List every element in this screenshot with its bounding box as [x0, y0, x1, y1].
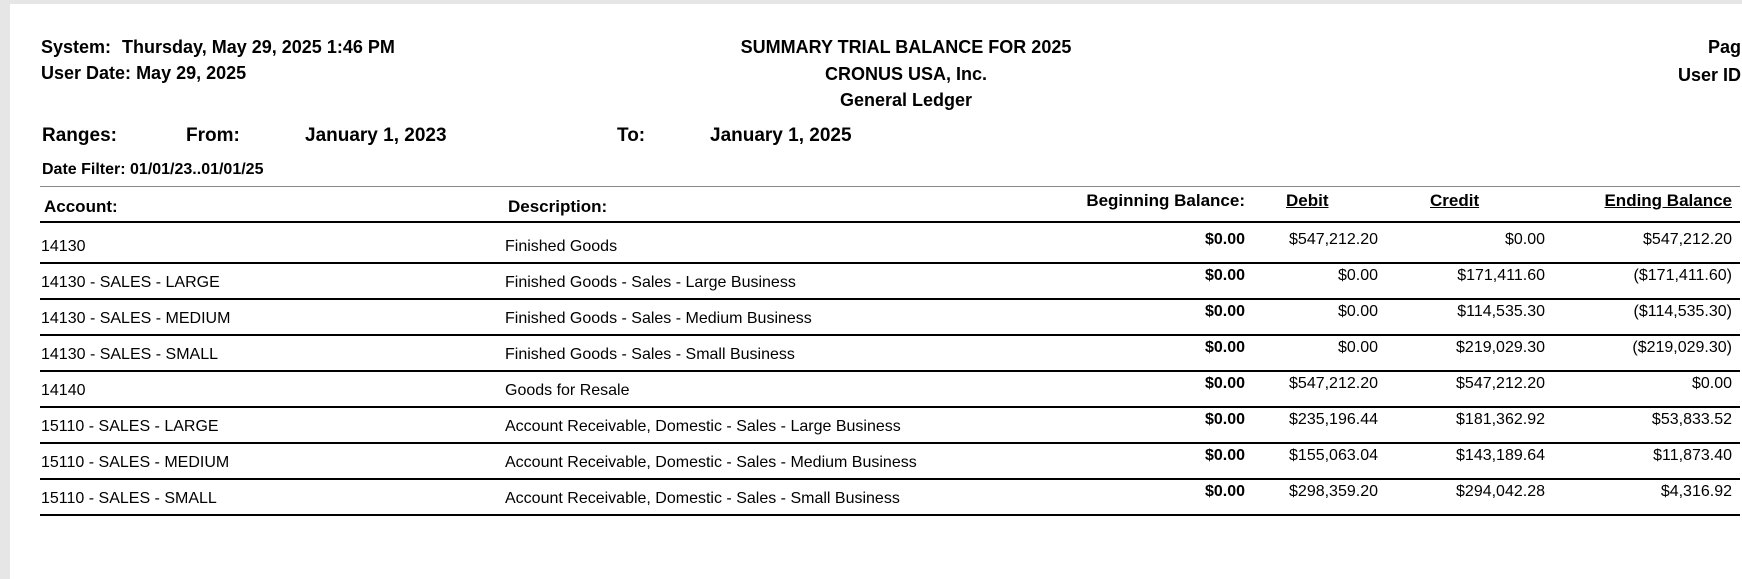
row-credit: $143,189.64: [1456, 447, 1545, 464]
row-ending-balance: $0.00: [1691, 375, 1732, 392]
row-ending-balance: ($114,535.30): [1633, 303, 1732, 320]
row-beginning-balance: $0.00: [1204, 447, 1245, 464]
row-description: Account Receivable, Domestic - Sales - Medium Business: [505, 454, 917, 471]
system-line: [41, 37, 395, 58]
row-description: Account Receivable, Domestic - Sales - Large Business: [505, 418, 901, 435]
col-credit: Credit: [1430, 191, 1480, 210]
report-page: [10, 4, 1742, 579]
col-ending-balance: Ending Balance: [1604, 191, 1732, 210]
from-value: January 1, 2023: [305, 125, 447, 146]
col-beginning-balance: Beginning Balance:: [1086, 191, 1245, 210]
company-name: CRONUS USA, Inc.: [824, 64, 988, 84]
row-ending-balance: ($219,029.30): [1632, 339, 1732, 356]
system-value: Thursday, May 29, 2025 1:46 PM: [122, 37, 395, 57]
date-filter: Date Filter: 01/01/23..01/01/25: [42, 161, 264, 178]
ledger-name: General Ledger: [839, 90, 973, 110]
row-credit: $114,535.30: [1457, 303, 1545, 320]
from-label: From:: [186, 125, 240, 146]
table-row: [10, 475, 1742, 515]
row-description: Finished Goods: [505, 238, 618, 255]
row-account: 15110 - SALES - SMALL: [41, 490, 217, 507]
row-debit: $0.00: [1337, 339, 1378, 356]
col-debit: Debit: [1286, 191, 1329, 210]
row-account: 15110 - SALES - MEDIUM: [41, 454, 230, 471]
page-label: Pag: [1708, 37, 1742, 57]
row-ending-balance: $11,873.40: [1653, 447, 1732, 464]
row-beginning-balance: $0.00: [1204, 231, 1245, 248]
row-beginning-balance: $0.00: [1204, 375, 1245, 392]
row-credit: $219,029.30: [1456, 339, 1545, 356]
row-account: 14130: [41, 238, 86, 255]
row-ending-balance: $53,833.52: [1651, 411, 1732, 428]
table-row: [10, 259, 1742, 299]
to-value: January 1, 2025: [710, 125, 852, 146]
col-account: Account:: [44, 197, 118, 216]
row-description: Account Receivable, Domestic - Sales - Small Business: [505, 490, 900, 507]
row-credit: $181,362.92: [1456, 411, 1545, 428]
table-row: [10, 223, 1742, 263]
user-id-label: User ID: [1678, 65, 1742, 85]
row-account: 14130 - SALES - SMALL: [41, 346, 218, 363]
row-beginning-balance: $0.00: [1204, 339, 1245, 356]
row-beginning-balance: $0.00: [1204, 483, 1245, 500]
row-debit: $155,063.04: [1289, 447, 1378, 464]
row-beginning-balance: $0.00: [1204, 267, 1245, 284]
row-ending-balance: ($171,411.60): [1633, 267, 1732, 284]
row-account: 14140: [41, 382, 86, 399]
row-account: 14130 - SALES - LARGE: [41, 274, 220, 291]
row-debit: $298,359.20: [1289, 483, 1378, 500]
row-debit: $0.00: [1337, 267, 1378, 284]
row-ending-balance: $547,212.20: [1643, 231, 1732, 248]
row-beginning-balance: $0.00: [1204, 411, 1245, 428]
row-description: Finished Goods - Sales - Small Business: [505, 346, 795, 363]
row-debit: $235,196.44: [1289, 411, 1378, 428]
row-debit: $547,212.20: [1289, 231, 1378, 248]
row-credit: $171,411.60: [1457, 267, 1545, 284]
table-row: [10, 367, 1742, 407]
row-rule: [40, 514, 1740, 516]
row-debit: $0.00: [1337, 303, 1378, 320]
row-account: 14130 - SALES - MEDIUM: [41, 310, 231, 327]
header-top-rule: [40, 186, 1740, 187]
user-date-label: User Date:: [41, 63, 132, 83]
table-row: [10, 331, 1742, 371]
row-description: Finished Goods - Sales - Medium Business: [505, 310, 812, 327]
row-ending-balance: $4,316.92: [1660, 483, 1732, 500]
user-date-value: May 29, 2025: [136, 63, 247, 83]
ranges-label: Ranges:: [42, 125, 117, 146]
row-debit: $547,212.20: [1289, 375, 1378, 392]
row-description: Finished Goods - Sales - Large Business: [505, 274, 796, 291]
row-beginning-balance: $0.00: [1204, 303, 1245, 320]
table-row: [10, 403, 1742, 443]
user-date-line: [41, 63, 246, 84]
table-row: [10, 439, 1742, 479]
row-description: Goods for Resale: [505, 382, 630, 399]
row-credit: $547,212.20: [1456, 375, 1545, 392]
row-credit: $294,042.28: [1456, 483, 1545, 500]
report-title: SUMMARY TRIAL BALANCE FOR 2025: [740, 37, 1072, 57]
col-description: Description:: [508, 197, 608, 216]
row-account: 15110 - SALES - LARGE: [41, 418, 219, 435]
table-row: [10, 295, 1742, 335]
to-label: To:: [617, 125, 646, 146]
row-credit: $0.00: [1504, 231, 1545, 248]
system-label: System:: [41, 37, 112, 57]
